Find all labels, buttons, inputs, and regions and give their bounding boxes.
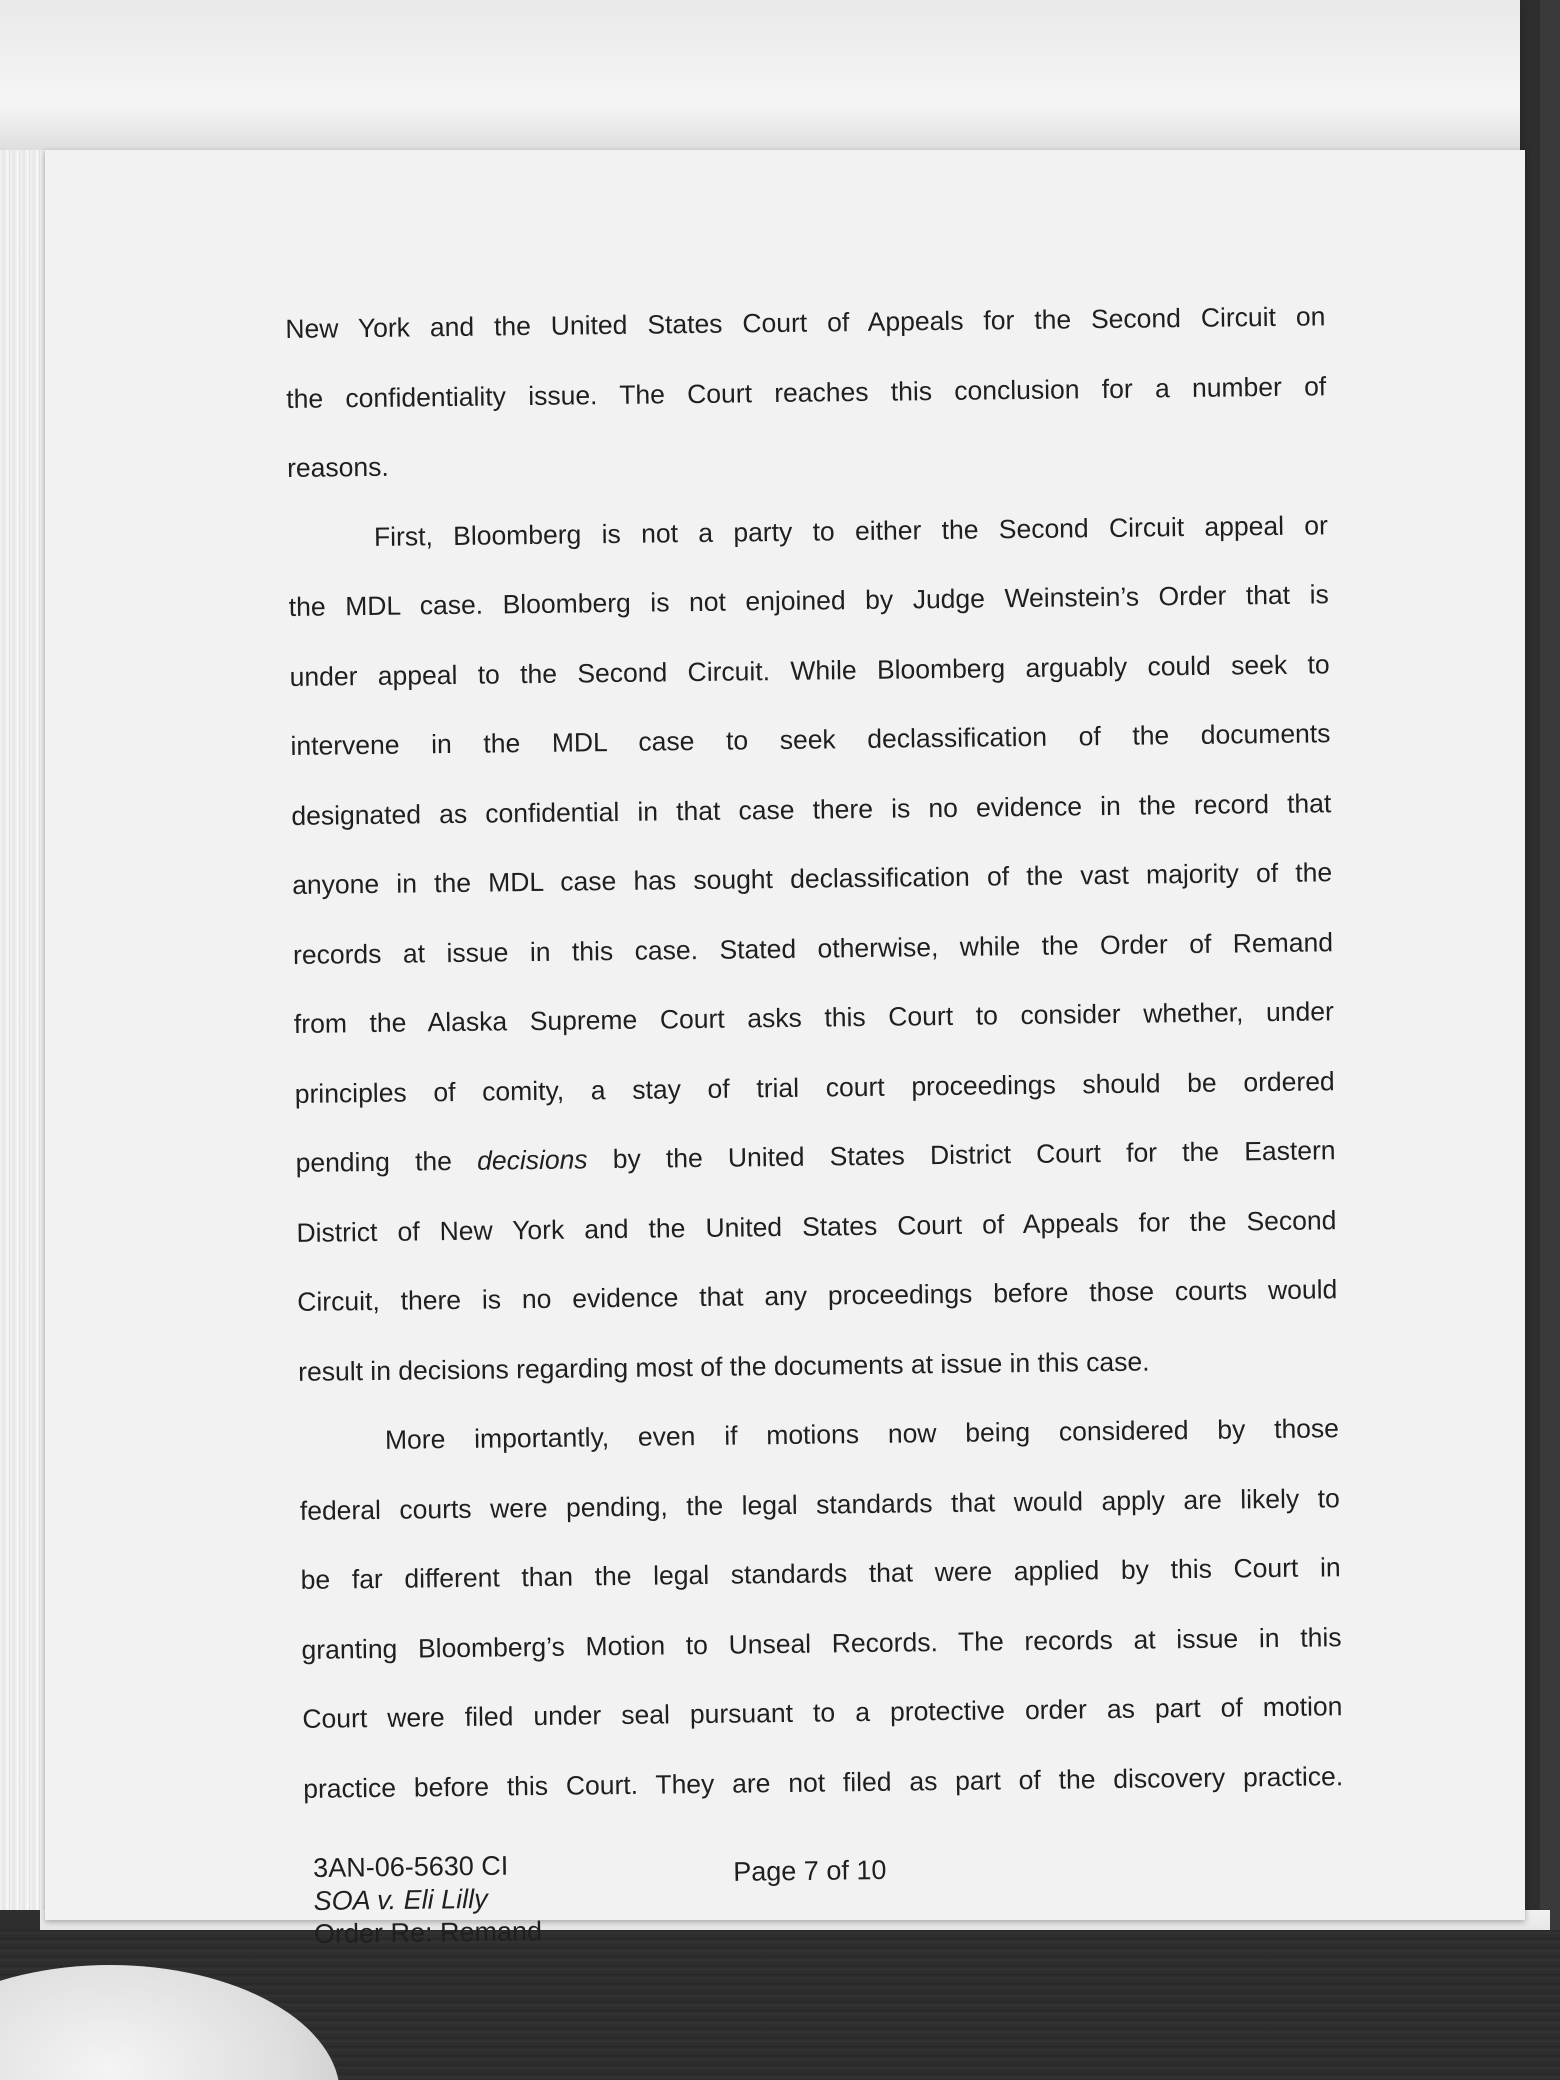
text-line <box>295 1116 1336 1198</box>
case-caption: SOA v. Eli Lilly <box>313 1883 488 1916</box>
text-line: intervene in the MDL case to seek declassification of the documents <box>290 718 1331 761</box>
text-line: principles of comity, a stay of trial court proceedings should be ordered <box>294 1065 1335 1109</box>
text-run: pending the <box>295 1145 478 1178</box>
text-line: Court were filed under seal pursuant to a protective order as part of motion <box>302 1691 1343 1734</box>
text-line: District of New York and the United States Court of Appeals for the Second <box>296 1204 1337 1248</box>
text-run: by the United States District Court for the Eastern <box>587 1135 1336 1175</box>
paragraph-2 <box>288 491 1339 1407</box>
text-line: result in decisions regarding most of the documents at issue in this case. <box>297 1346 1150 1387</box>
paragraph-3 <box>299 1394 1344 1824</box>
text-line: reasons. <box>286 451 389 483</box>
page-number: Page 7 of 10 <box>733 1854 887 1887</box>
text-line: First, Bloomberg is not a party to either the Second Circuit appeal or <box>373 509 1329 552</box>
document-page <box>45 150 1525 1949</box>
text-line: designated as confidential in that case there is no evidence in the record that <box>291 787 1332 831</box>
page-footer <box>313 1843 1013 1949</box>
text-line: anyone in the MDL case has sought declassification of the vast majority of the <box>292 857 1333 900</box>
desk-right-strip <box>1540 0 1560 1930</box>
case-reference <box>313 1849 542 1951</box>
text-line: More importantly, even if motions now being considered by those <box>384 1413 1340 1455</box>
text-line: practice before this Court. They are not filed as part of the discovery practice. <box>303 1760 1344 1804</box>
text-line: Circuit, there is no evidence that any proceedings before those courts would <box>297 1274 1338 1317</box>
text-line: the confidentiality issue. The Court reaches this conclusion for a number of <box>286 370 1327 414</box>
text-line: records at issue in this case. Stated otherwise, while the Order of Remand <box>292 926 1334 970</box>
paragraph-1 <box>285 282 1327 503</box>
italic-term: decisions <box>476 1144 588 1176</box>
text-line: from the Alaska Supreme Court asks this Court to consider whether, under <box>293 996 1335 1039</box>
underlying-page-top-edge <box>0 0 1520 150</box>
text-line: under appeal to the Second Circuit. While Bloomberg arguably could seek to <box>289 648 1330 692</box>
order-title: Order Re: Remand <box>313 1916 543 1949</box>
text-line: New York and the United States Court of Appeals for the Second Circuit on <box>285 301 1326 344</box>
text-line: the MDL case. Bloomberg is not enjoined by Judge Weinstein’s Order that is <box>288 579 1329 622</box>
text-line: granting Bloomberg’s Motion to Unseal Records. The records at issue in this <box>301 1621 1342 1665</box>
text-line: federal courts were pending, the legal standards that would apply are likely to <box>299 1482 1340 1526</box>
text-line: be far different than the legal standards that were applied by this Court in <box>300 1552 1341 1595</box>
case-number: 3AN-06-5630 CI <box>313 1850 509 1883</box>
body-text <box>285 282 1344 1824</box>
